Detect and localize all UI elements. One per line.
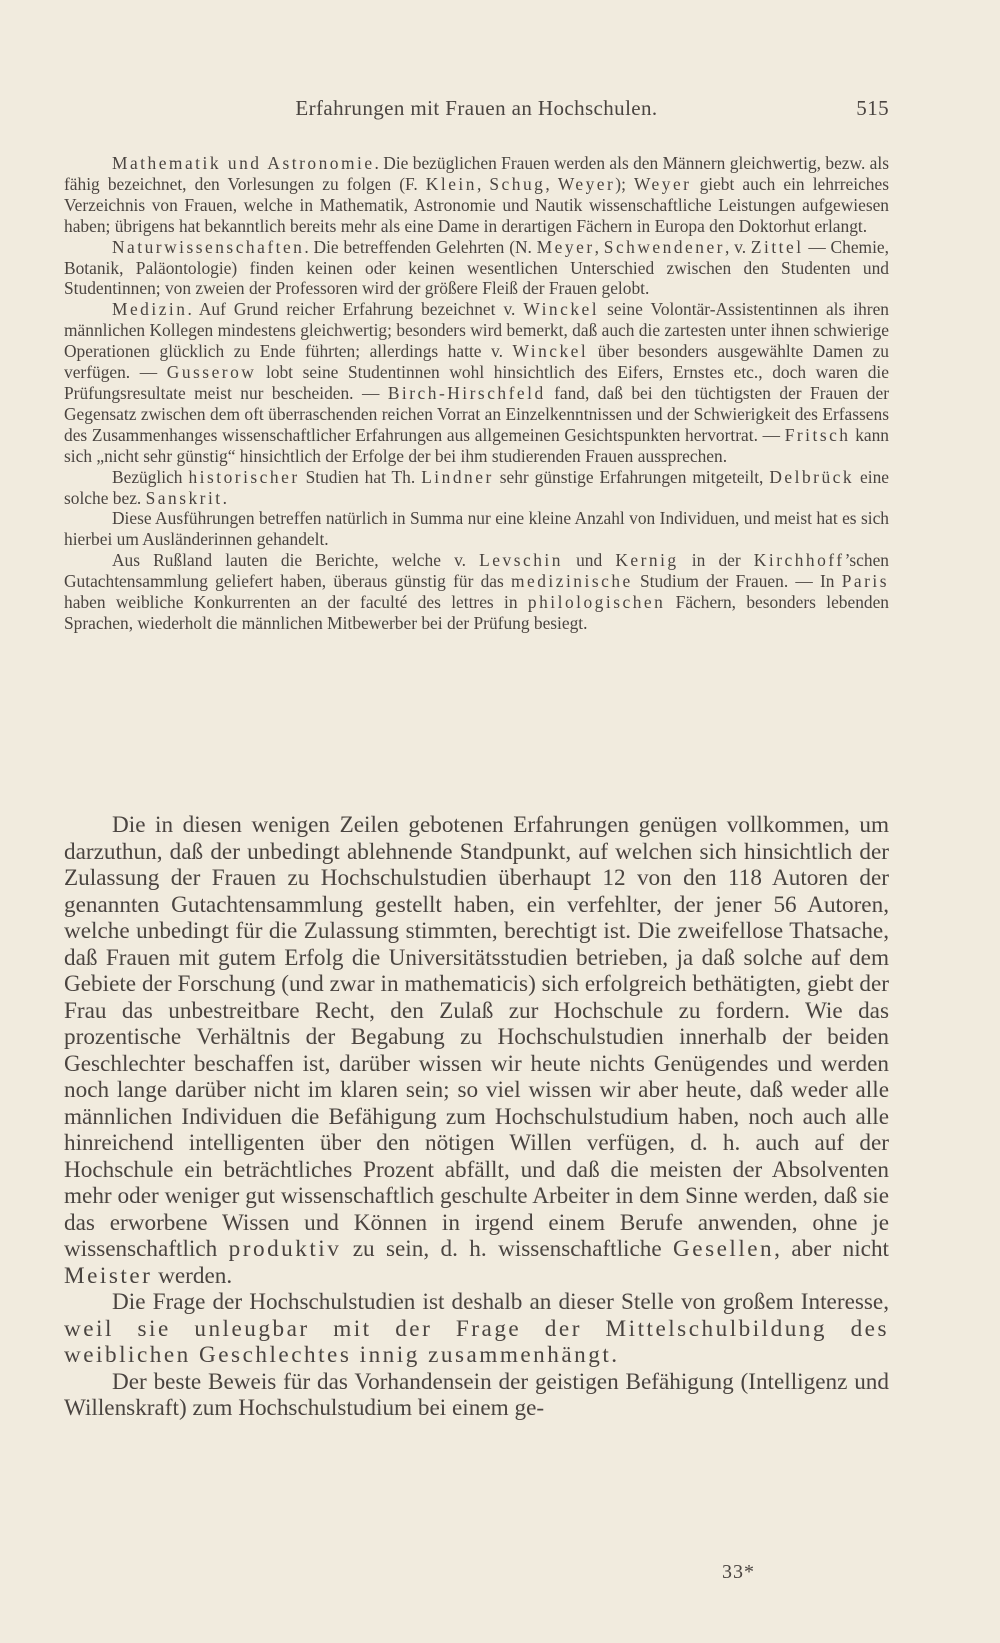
text: Studien hat Th. xyxy=(299,466,422,487)
emphasis: Meyer xyxy=(536,236,595,257)
emphasis: Gesellen xyxy=(673,1236,775,1262)
text: . xyxy=(222,487,227,508)
emphasis: medizinische xyxy=(510,571,633,592)
text: . Die betreffenden Gelehrten (N. xyxy=(304,236,537,257)
emphasis: Kirchhoff xyxy=(753,550,845,571)
emphasis: Gusserow xyxy=(166,362,257,383)
emphasis: Birch-Hirschfeld xyxy=(387,382,546,403)
emphasis: Schwendener xyxy=(603,236,725,257)
emphasis: Paris xyxy=(841,571,889,592)
emphasis: Sanskrit xyxy=(145,487,223,508)
text: kann sich „nicht sehr günstig“ hinsichtlich der Erfolge der bei ihm studierenden Frauen aussprechen. xyxy=(64,424,889,466)
emphasis: Naturwissenschaften xyxy=(112,236,305,257)
text: Bezüglich xyxy=(112,466,189,487)
paragraph-natural-sciences xyxy=(64,237,889,300)
emphasis: Winckel xyxy=(512,341,589,362)
text: lobt seine Studentinnen wohl hinsichtlich des Eifers, Ernstes etc., doch waren die Prüfungsresultate meist nur bescheiden. — xyxy=(64,362,889,403)
emphasis: produktiv xyxy=(228,1236,342,1262)
text: und xyxy=(562,550,616,571)
page-number: 515 xyxy=(856,96,889,120)
paragraph-proof: Der beste Beweis für das Vorhandensein der geistigen Befähigung (Intelligenz und Willenskraft) zum Hochschulstudium bei einem ge- xyxy=(64,1368,889,1421)
emphasis: Schug xyxy=(489,173,546,194)
paragraph-medicine xyxy=(64,299,889,466)
text: Fächern, besonders lebenden Sprachen, wiederholt die männlichen Mitbewerber bei der Prüfung besiegt. xyxy=(64,592,890,633)
text: giebt auch ein lehrreiches Verzeichnis von Frauen, welche in Mathematik, Astronomie und Nautik wissenschaftliche Leistungen aufgewiesen haben; übrigens hat bekanntlich bereits mehr als eine Dame in derartigen Fächern in Europa den Doktorhut erlangt. xyxy=(64,173,889,236)
text: eine solche bez. xyxy=(64,466,889,508)
emphasis: Weyer xyxy=(634,173,692,194)
emphasis: Meister xyxy=(64,1262,153,1289)
emphasis: Fritsch xyxy=(784,424,851,445)
emphasis: weil sie unleugbar mit der Frage der Mittelschulbildung des weiblichen Geschlechtes innig zusammenhängt xyxy=(64,1315,889,1368)
text: , v. xyxy=(724,236,751,257)
paragraph-historical-studies xyxy=(64,467,889,509)
emphasis: Lindner xyxy=(421,466,494,487)
emphasis: Levschin xyxy=(479,550,563,571)
text: — Chemie, Botanik, Paläontologie) finden keinen oder keinen wesentlichen Unterschied zwischen den Studenten und Studentinnen; von zweien der Professoren wird der größere Fleiß der Frauen gelobt. xyxy=(64,236,889,299)
running-title: Erfahrungen mit Frauen an Hochschulen. xyxy=(295,96,658,120)
text: ’schen Gutachtensammlung geliefert haben, überaus günstig für das xyxy=(64,550,889,592)
text: Aus Rußland lauten die Berichte, welche v. xyxy=(112,550,480,571)
emphasis: Weyer xyxy=(557,173,616,194)
text: haben weibliche Konkurrenten an der faculté des lettres in xyxy=(64,592,528,613)
paragraph-summary-note: Diese Ausführungen betreffen natürlich in Summa nur eine kleine Anzahl von Individuen, und meist hat es sich hierbei um Ausländerinnen gehandelt. xyxy=(64,508,889,550)
text: fand, daß bei den tüchtigsten der Frauen der Gegensatz zwischen dem oft überraschenden reichen Vorrat an Einzelkenntnissen und der Schwierigkeit des Erfassens des Zusammenhanges wissenschaftlicher Erfahrungen aus allgemeinen Gesichtspunkten hervortrat. — xyxy=(64,382,889,445)
main-text-section xyxy=(64,812,889,1422)
paragraph-conclusion xyxy=(64,812,889,1289)
text: , aber nicht xyxy=(774,1236,889,1262)
text: . Die bezüglichen Frauen werden als den Männern gleichwertig, bezw. als fähig bezeichnet, den Vorlesungen zu folgen (F. xyxy=(64,153,890,194)
text: . xyxy=(611,1342,618,1368)
text: sehr günstige Erfahrungen mitgeteilt, xyxy=(493,466,770,487)
text: Studium der Frauen. — In xyxy=(632,571,842,592)
text: werden. xyxy=(152,1262,233,1289)
text: , xyxy=(545,173,558,194)
text: über besonders ausgewählte Damen zu verfügen. — xyxy=(64,341,889,383)
paragraph-question xyxy=(64,1289,889,1369)
emphasis: Klein xyxy=(425,173,477,194)
emphasis: Medizin xyxy=(112,299,188,320)
emphasis: Delbrück xyxy=(769,466,855,487)
text: seine Volontär-Assistentinnen als ihren männlichen Kollegen mindestens gleichwertig; besonders wird bemerkt, daß auch die zartesten unter ihnen schwierige Operationen glücklich zu Ende führten; allerdings hatte v. xyxy=(64,299,889,362)
text: . Auf Grund reicher Erfahrung bezeichnet v. xyxy=(187,299,524,320)
text: ); xyxy=(615,173,635,194)
emphasis: Zittel xyxy=(750,236,804,257)
paragraph-mathematics xyxy=(64,153,889,237)
text: Die in diesen wenigen Zeilen gebotenen Erfahrungen genügen vollkommen, um darzuthun, daß der unbedingt ablehnende Standpunkt, auf welchen sich hinsichtlich der Zulassung der Frauen zu Hochschulstudien überhaupt 12 von den 118 Autoren der genannten Gutachtensammlung gestellt haben, ein verfehlter, der jener 56 Autoren, welche unbedingt für die Zulassung stimmten, berechtigt ist. Die zweifellose Thatsache, daß Frauen mit gutem Erfolg die Universitätsstudien betrieben, ja daß solche auf dem Gebiete der Forschung (und zwar in mathematicis) sich erfolgreich bethätigten, giebt der Frau das unbestreitbare Recht, den Zulaß zur Hochschule zu fordern. Wie das prozentische Verhältnis der Begabung zu Hochschulstudien innerhalb der beiden Geschlechter beschaffen ist, darüber wissen wir heute nichts Genügendes und werden noch lange darüber nicht im klaren sein; so viel wissen wir aber heute, daß weder alle männlichen Individuen die Befähigung zum Hochschulstudium haben, noch auch alle hinreichend intelligenten über den nötigen Willen verfügen, d. h. auch auf der Hochschule ein beträchtliches Prozent abfällt, und daß die meisten der Absolventen mehr oder weniger gut wissenschaftlich geschulte Arbeiter in dem Sinne werden, daß sie das erworbene Wissen und Können in irgend einem Berufe anwenden, ohne je wissenschaftlich xyxy=(64,812,889,1262)
text: in der xyxy=(678,550,754,571)
signature-mark: 33* xyxy=(722,1561,755,1583)
paragraph-russia-paris xyxy=(64,550,889,634)
page-header xyxy=(64,96,889,122)
small-print-section xyxy=(64,153,889,634)
text: Die Frage der Hochschulstudien ist deshalb an dieser Stelle von großem Interesse, xyxy=(112,1289,889,1315)
emphasis: philologischen xyxy=(527,592,666,613)
text: , xyxy=(476,173,490,194)
text: , xyxy=(594,236,604,257)
emphasis: Winckel xyxy=(523,299,600,320)
text: zu sein, d. h. wissenschaftliche xyxy=(341,1236,674,1262)
emphasis: Kernig xyxy=(615,550,679,571)
emphasis: historischer xyxy=(188,466,300,487)
emphasis: Mathematik und Astronomie xyxy=(112,153,375,173)
